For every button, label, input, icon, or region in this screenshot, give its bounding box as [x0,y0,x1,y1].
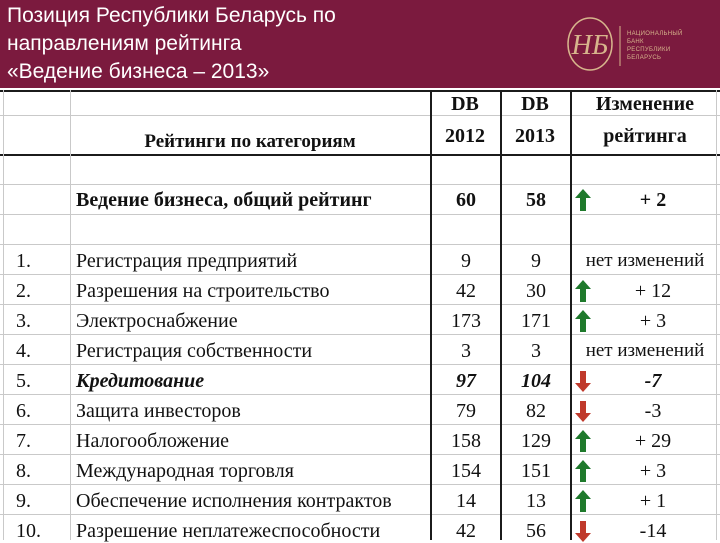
row-number: 2. [16,280,31,302]
row-change-value: + 1 [639,490,667,512]
row-db2012-value: 14 [456,490,476,512]
change-header-line1: Изменение [595,93,695,115]
row-category-label: Обеспечение исполнения контрактов [76,490,392,512]
row-category-label: Кредитование [76,370,205,392]
db2013-header-line2: 2013 [515,125,555,147]
row-db2012-value: 42 [456,280,476,302]
row-change-value: нет изменений [585,250,705,271]
db2013-header-line1: DB [521,93,549,115]
row-category-label: Регистрация собственности [76,340,313,362]
row-db2013-value: 56 [526,520,546,542]
category-column-header: Рейтинги по категориям [144,131,356,152]
row-number: 5. [16,370,31,392]
row-number: 8. [16,460,31,482]
row-db2012-value: 158 [451,430,481,452]
row-db2013-value: 104 [521,370,551,392]
slide-title [7,2,427,86]
overall-label: Ведение бизнеса, общий рейтинг [76,189,372,211]
row-change-value: -7 [644,370,662,392]
row-db2013-value: 3 [531,340,541,362]
title-line-1: Позиция Республики Беларусь по [7,4,336,27]
title-line-2: направлениям рейтинга [7,32,242,55]
row-change-value: нет изменений [585,340,705,361]
overall-db2013: 58 [526,189,546,211]
row-number: 9. [16,490,31,512]
row-change-value: + 3 [639,460,667,482]
row-number: 3. [16,310,31,332]
overall-change: + 2 [639,189,667,211]
logo-monogram: НБ [571,30,609,61]
db2012-header-line2: 2012 [445,125,485,147]
row-db2012-value: 3 [461,340,471,362]
slide-header [0,0,720,88]
row-category-label: Разрешения на строительство [76,280,330,302]
row-number: 6. [16,400,31,422]
row-db2013-value: 13 [526,490,546,512]
row-db2013-value: 9 [531,250,541,272]
row-change-value: + 3 [639,310,667,332]
row-change-value: + 29 [634,430,672,452]
title-line-3: «Ведение бизнеса – 2013» [7,60,270,83]
row-change-value: -14 [639,520,667,542]
row-db2013-value: 129 [521,430,551,452]
row-db2013-value: 151 [521,460,551,482]
row-number: 10. [16,520,41,542]
row-number: 7. [16,430,31,452]
logo-caption: НАЦИОНАЛЬНЫЙ БАНК РЕСПУБЛИКИ БЕЛАРУСЬ [627,31,683,61]
row-db2012-value: 42 [456,520,476,542]
row-category-label: Электроснабжение [76,310,238,332]
row-change-value: + 12 [634,280,672,302]
row-db2013-value: 171 [521,310,551,332]
row-change-value: -3 [644,400,662,422]
row-number: 4. [16,340,31,362]
db2012-header-line1: DB [451,93,479,115]
row-db2012-value: 97 [456,370,476,392]
row-category-label: Защита инвесторов [76,400,241,422]
row-db2013-value: 82 [526,400,546,422]
row-category-label: Регистрация предприятий [76,250,298,272]
change-header-line2: рейтинга [603,125,687,147]
row-number: 1. [16,250,31,272]
row-db2012-value: 173 [451,310,481,332]
row-db2012-value: 9 [461,250,471,272]
row-db2012-value: 154 [451,460,481,482]
overall-db2012: 60 [456,189,476,211]
row-db2012-value: 79 [456,400,476,422]
row-category-label: Международная торговля [76,460,294,482]
rating-table [0,90,720,540]
row-category-label: Налогообложение [76,430,230,452]
row-db2013-value: 30 [526,280,546,302]
row-category-label: Разрешение неплатежеспособности [76,520,381,542]
